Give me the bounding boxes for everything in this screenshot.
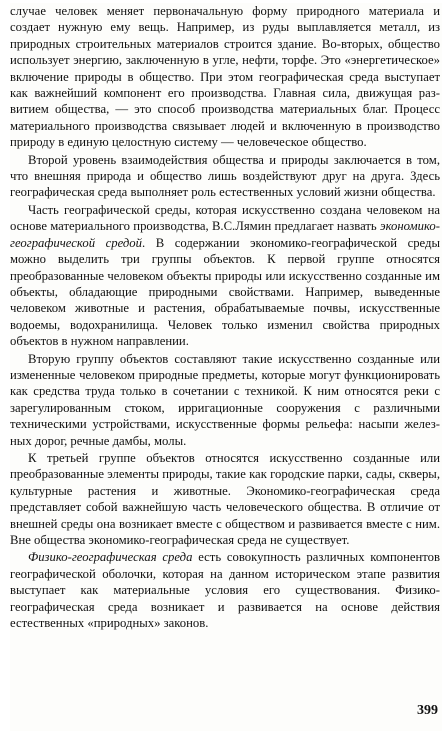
italic-term: экономико-географической средой [10,219,440,250]
text-run: Часть географической среды, которая искусственно создана человеком на основе материального производства, В.С.Лямин предлагает назвать [10,202,440,234]
italic-term: Физико-географическая среда [28,550,193,565]
page-body [10,3,440,631]
paragraph-5 [10,450,440,548]
paragraph-4 [10,351,440,449]
text-run: случае человек меняет первоначальную форму природного материала и создает нужную ему вещь. Например, из руды выплавляется металл, из природных строительных материалов строится здание. Во-вторых, общество использует энергию, заключенную в угле, нефти, торфе. Это «энергетическое» включение природы в общество. При этом географическая среда выступает как важнейший компонент его производства. Главная сила, движущая развитием общества, — это способ производства материальных благ. Процесс материального производства связывает людей и включенную в производство природу в единую целостную систему — человеческое общество. [10,4,440,150]
text-run: . В содержании экономико-географической среды можно выделить три группы объектов. К первой группе относятся преобразованные человеком объекты природы или искусственно созданные им объекты, обладающие природными свойствами. Например, выведенные человеком животные и растения, обрабатываемые почвы, искусственные водоемы, водохранилища. Человек только изменил свойства природных объектов в нужном направлении. [10,235,441,349]
page-number: 399 [417,703,438,718]
text-run: есть совокупность различных компонентов географической оболочки, которая на данном историческом этапе развития выступает как материальные условия его существования. Физико-географическая среда возникает и развивается на основе действия естественных «природных» законов. [10,550,441,631]
text-run: Вторую группу объектов составляют такие искусственно созданные или измененные человеком природные предметы, которые могут функционировать как средства труда только в сочетании с техникой. К ним относятся реки с зарегулированным стоком, ирригационные сооружения с различными техническими устройствами, искусственные формы рельефа: насыпи железных дорог, речные дамбы, молы. [10,351,440,448]
book-page [10,3,442,731]
text-run: Второй уровень взаимодействия общества и природы заключается в том, что внешняя природа и общество лишь воздействуют друг на друга. Здесь географическая среда выполняет роль естественных условий жизни общества. [10,152,440,200]
text-run: К третьей группе объектов относятся искусственно созданные или преобразованные элементы природы, такие как городские парки, сады, скверы, культурные растения и животные. Экономико-географическая среда представляет собой важнейшую часть человеческого общества. В отличие от внешней среды она возникает вместе с обществом и развивается вместе с ним. Вне общества экономико-географическая среда не существует. [10,450,440,547]
paragraph-6 [10,549,440,631]
paragraph-1 [10,3,440,151]
paragraph-3 [10,202,440,350]
paragraph-2 [10,152,440,201]
